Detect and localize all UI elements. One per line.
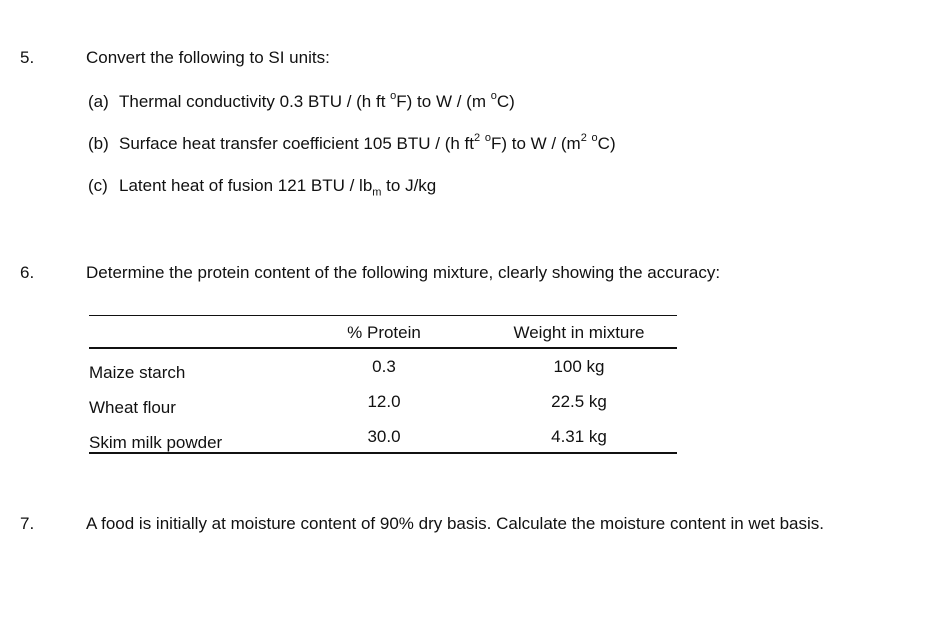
- part-text: C): [597, 134, 616, 153]
- table-row-1-weight: 100 kg: [553, 357, 605, 376]
- question-5-number: 5.: [20, 48, 35, 67]
- part-label: (c): [88, 176, 108, 195]
- degree-symbol: o: [390, 90, 397, 103]
- table-top-rule: [89, 315, 677, 316]
- part-label: (a): [88, 92, 109, 111]
- table-row-2-weight: 22.5 kg: [551, 392, 607, 411]
- table-row-2-ingredient: Wheat flour: [89, 398, 176, 417]
- table-row-1-protein: 0.3: [372, 357, 396, 376]
- header-protein: % Protein: [347, 323, 421, 342]
- part-label: (b): [88, 134, 109, 153]
- protein-table: [89, 315, 677, 455]
- question-7-number: 7.: [20, 514, 35, 533]
- header-weight: Weight in mixture: [513, 323, 645, 342]
- question-5c: [88, 176, 437, 199]
- subscript-m: m: [372, 186, 382, 199]
- table-bottom-rule: [89, 452, 677, 454]
- squared-symbol: 2: [473, 132, 481, 145]
- part-text: F) to W / (m: [396, 92, 491, 111]
- part-text: Thermal conductivity 0.3 BTU / (h ft: [119, 92, 391, 111]
- degree-symbol: o: [484, 132, 491, 145]
- table-row-3-weight: 4.31 kg: [551, 427, 607, 446]
- question-5a: [88, 92, 515, 112]
- question-5b: [88, 134, 616, 154]
- part-text: Surface heat transfer coefficient 105 BTU / (h ft: [119, 134, 474, 153]
- table-header-rule: [89, 347, 677, 349]
- table-row-1-ingredient: Maize starch: [89, 363, 186, 382]
- table-row-3-protein: 30.0: [367, 427, 401, 446]
- part-text: C): [496, 92, 515, 111]
- degree-symbol: o: [591, 132, 598, 145]
- question-5-prompt: Convert the following to SI units:: [86, 48, 330, 67]
- squared-symbol: 2: [580, 132, 587, 145]
- question-6-number: 6.: [20, 263, 35, 282]
- table-row-2-protein: 12.0: [367, 392, 401, 411]
- part-text: to J/kg: [381, 176, 437, 195]
- part-text: F) to W / (m: [490, 134, 581, 153]
- table-row-3-ingredient: Skim milk powder: [89, 433, 223, 452]
- part-text: Latent heat of fusion 121 BTU / lb: [119, 176, 373, 195]
- question-6-prompt: Determine the protein content of the following mixture, clearly showing the accuracy:: [86, 263, 721, 282]
- question-7-prompt: A food is initially at moisture content of 90% dry basis. Calculate the moisture content in wet basis.: [86, 514, 824, 533]
- degree-symbol: o: [490, 90, 497, 103]
